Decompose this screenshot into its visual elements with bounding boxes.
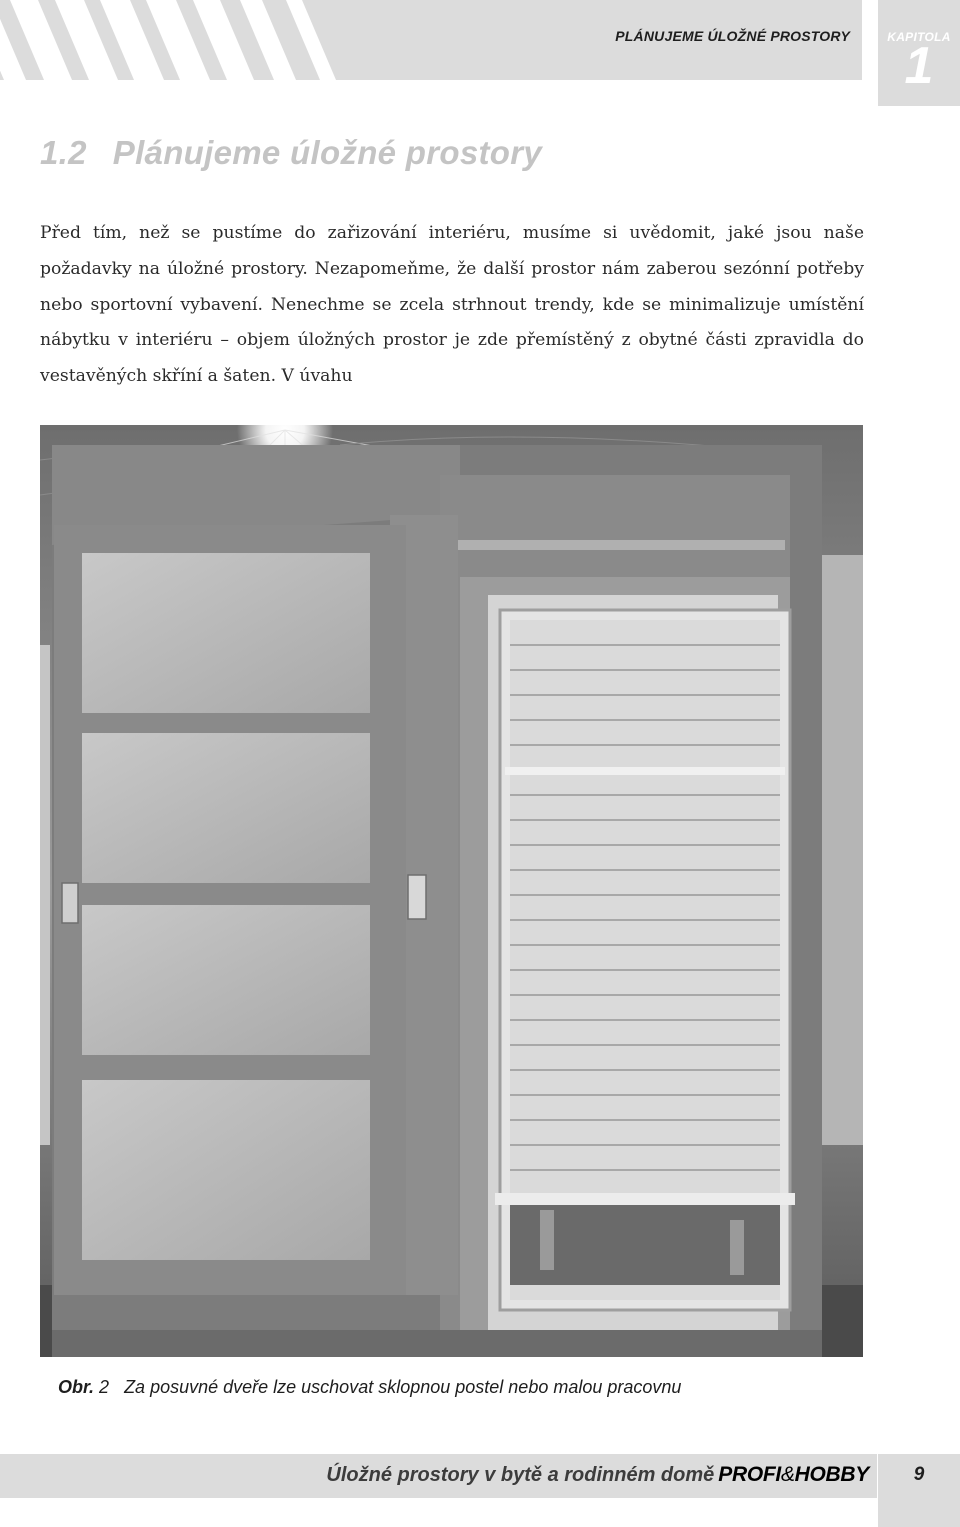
brand-part2: HOBBY bbox=[794, 1463, 869, 1486]
running-head: PLÁNUJEME ÚLOŽNÉ PROSTORY bbox=[615, 28, 850, 44]
header-bar bbox=[0, 0, 862, 80]
chapter-tab bbox=[878, 0, 960, 106]
caption-text: Za posuvné dveře lze uschovat sklopnou postel nebo malou pracovnu bbox=[124, 1377, 682, 1397]
footer-bar bbox=[0, 1454, 877, 1498]
caption-number: 2 bbox=[99, 1377, 110, 1397]
page-number-tab bbox=[878, 1454, 960, 1527]
section-heading bbox=[40, 134, 542, 172]
figure-caption bbox=[58, 1377, 681, 1398]
section-number: 1.2 bbox=[40, 134, 87, 171]
footer-book-title bbox=[326, 1463, 869, 1487]
body-paragraph: Před tím, než se pustíme do zařizování interiéru, musíme si uvědomit, jaké jsou naše požadavky na úložné prostory. Nezapomeňme, že další prostor nám zaberou sezónní potřeby nebo sportovní vybavení. Nenechme se zcela strhnout trendy, kde se minimalizuje umístění nábytku v interiéru – objem úložných prostor je zde přemístěný z obytné části zpravidla do vestavěných skříní a šaten. V úvahu bbox=[40, 223, 864, 387]
chapter-number: 1 bbox=[904, 37, 934, 95]
caption-label: Obr. bbox=[58, 1377, 95, 1397]
brand-ampersand: & bbox=[780, 1463, 795, 1486]
brand-part1: PROFI bbox=[718, 1463, 781, 1486]
wardrobe-photo bbox=[40, 425, 863, 1357]
chapter-label: KAPITOLA bbox=[887, 30, 951, 44]
header-stripes-decoration bbox=[0, 0, 340, 80]
book-title: Úložné prostory v bytě a rodinném domě bbox=[326, 1464, 715, 1486]
section-title: Plánujeme úložné prostory bbox=[112, 134, 543, 171]
page-number: 9 bbox=[913, 1464, 925, 1485]
brand-logo bbox=[718, 1463, 869, 1486]
